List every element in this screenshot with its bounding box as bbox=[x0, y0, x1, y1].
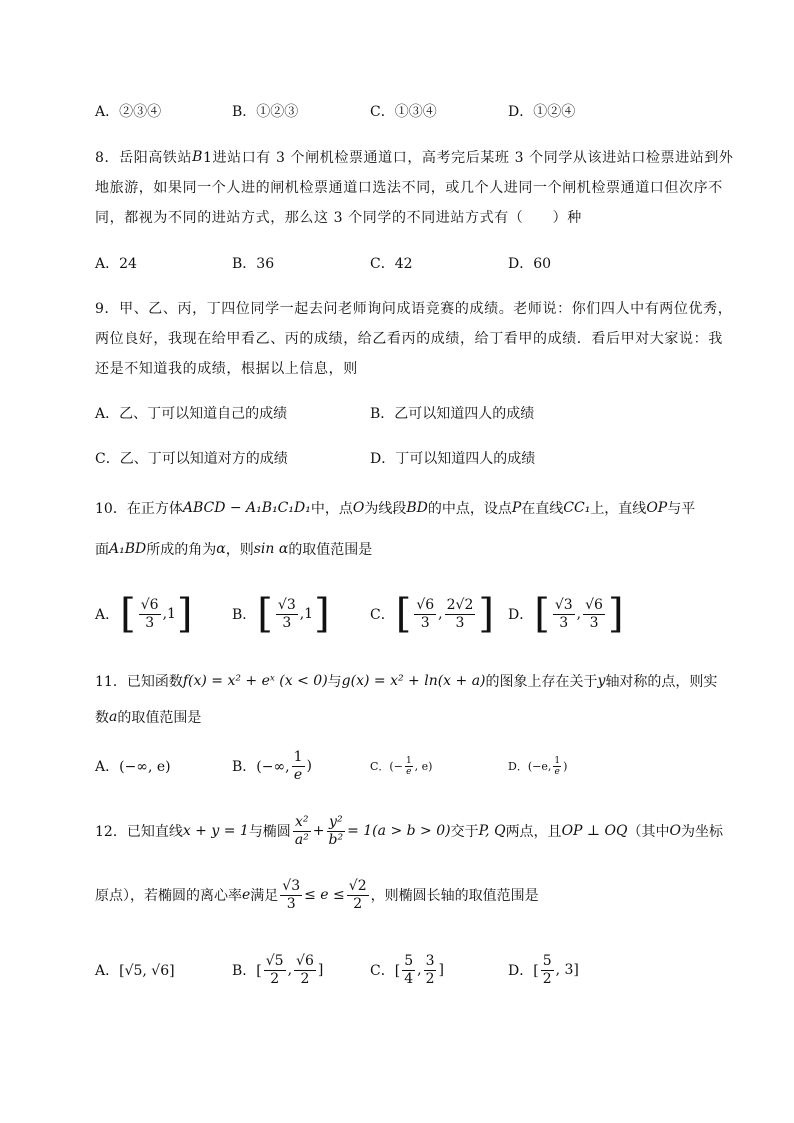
q9-option-b[interactable]: B．乙可以知道四人的成绩 bbox=[370, 406, 535, 422]
q8-option-b[interactable]: B．36 bbox=[232, 256, 275, 272]
q8-option-a[interactable]: A．24 bbox=[95, 256, 137, 272]
q7-options bbox=[0, 91, 794, 131]
q12-option-b[interactable]: B．[ $\frac{√5}{2}$ , $\frac{√6}{2}$ ] bbox=[232, 952, 324, 987]
q12-option-d[interactable]: D．[ $\frac{5}{2}$ , 3] bbox=[508, 952, 579, 987]
q12-line-1: 12．已知直线 x + y = 1 与椭圆 $\frac{\text{x²}}{\text{a²}}$ + $\frac{\text{y²}}{\text{b²}}$ = 1(a > b > 0) 交于 P, Q 两点，且 OP ⊥ OQ （其中 O 为坐标 bbox=[95, 813, 723, 848]
q12-option-a[interactable]: A．[√5, √6] bbox=[95, 963, 175, 979]
q11-option-a[interactable]: A．(−∞, e) bbox=[95, 759, 171, 775]
q9-option-c[interactable]: C．乙、丁可以知道对方的成绩 bbox=[95, 451, 288, 467]
q10-line-1: 10．在正方体 ABCD − A₁B₁C₁D₁ 中，点 O 为线段 BD 的中点，设点 P 在直线 CC₁ 上，直线 OP 与平 bbox=[95, 500, 696, 517]
q8-line-3: 同，都视为不同的进站方式，那么这 3 个同学的不同进站方式有（ ）种 bbox=[95, 210, 582, 226]
q7-option-a[interactable]: A．②③④ bbox=[95, 104, 162, 120]
q9-options-row-1 bbox=[0, 393, 794, 433]
q12-option-c[interactable]: C．[ $\frac{5}{4}$ , $\frac{3}{2}$ ] bbox=[370, 952, 444, 987]
q10-option-b[interactable]: B． [ $\frac{√3}{3}$ ,1 ] bbox=[232, 591, 330, 637]
q11-options bbox=[0, 746, 794, 786]
q9-line-1: 9．甲、乙、丙，丁四位同学一起去问老师询问成语竞赛的成绩。老师说：你们四人中有两位优秀， bbox=[95, 301, 733, 317]
q7-option-c[interactable]: C．①③④ bbox=[370, 104, 437, 120]
q8-option-d[interactable]: D．60 bbox=[508, 256, 552, 272]
q11-option-c[interactable]: C．(− $\frac{1}{e}$ , e) bbox=[370, 755, 433, 777]
q9-option-d[interactable]: D．丁可以知道四人的成绩 bbox=[370, 451, 536, 467]
q10-line-2: 面 A₁BD 所成的角为 α ，则 sin α 的取值范围是 bbox=[95, 541, 373, 558]
q9-option-a[interactable]: A．乙、丁可以知道自己的成绩 bbox=[95, 406, 288, 422]
q7-option-d[interactable]: D．①②④ bbox=[508, 104, 576, 120]
q9-options-row-2 bbox=[0, 438, 794, 478]
q10-options bbox=[0, 591, 794, 637]
q12-line-2: 原点），若椭圆的离心率 e 满足 $\frac{√3}{3}$ ≤ e ≤ $\frac{√2}{2}$ ，则椭圆长轴的取值范围是 bbox=[95, 877, 539, 912]
q11-option-d[interactable]: D．(−e, $\frac{1}{e}$ ) bbox=[508, 755, 568, 777]
q8-option-c[interactable]: C．42 bbox=[370, 256, 413, 272]
q9-line-3: 还是不知道我的成绩，根据以上信息，则 bbox=[95, 361, 358, 377]
q11-line-1: 11．已知函数 f(x) = x² + eˣ (x < 0) 与 g(x) = x² + ln(x + a) 的图象上存在关于 y 轴对称的点，则实 bbox=[95, 673, 718, 690]
q8-options bbox=[0, 243, 794, 283]
station-letter: B bbox=[192, 149, 203, 165]
q12-options bbox=[0, 950, 794, 990]
q8-line-2: 地旅游，如果同一个人进的闸机检票通道口选法不同，或几个人进同一个闸机检票通道口但次序不 bbox=[95, 180, 723, 196]
q10-option-a[interactable]: A． [ $\frac{√6}{3}$ ,1 ] bbox=[95, 591, 193, 637]
q8-line-1: 8．岳阳高铁站 B 1进站口有 3 个闸机检票通道口，高考完后某班 3 个同学从该进站口检票进站到外 bbox=[95, 149, 734, 166]
q7-option-b[interactable]: B．①②③ bbox=[232, 104, 299, 120]
q9-line-2: 两位良好，我现在给甲看乙、丙的成绩，给乙看丙的成绩，给丁看甲的成绩．看后甲对大家说：我 bbox=[95, 331, 723, 347]
q10-option-c[interactable]: C． [ $\frac{√6}{3}$ , $\frac{2√2}{3}$ ] bbox=[370, 591, 494, 637]
q11-option-b[interactable]: B．(−∞, $\frac{1}{e}$ ) bbox=[232, 748, 312, 783]
q10-option-d[interactable]: D． [ $\frac{√3}{3}$ , $\frac{√6}{3}$ ] bbox=[508, 591, 624, 637]
q11-line-2: 数 a 的取值范围是 bbox=[95, 709, 202, 726]
